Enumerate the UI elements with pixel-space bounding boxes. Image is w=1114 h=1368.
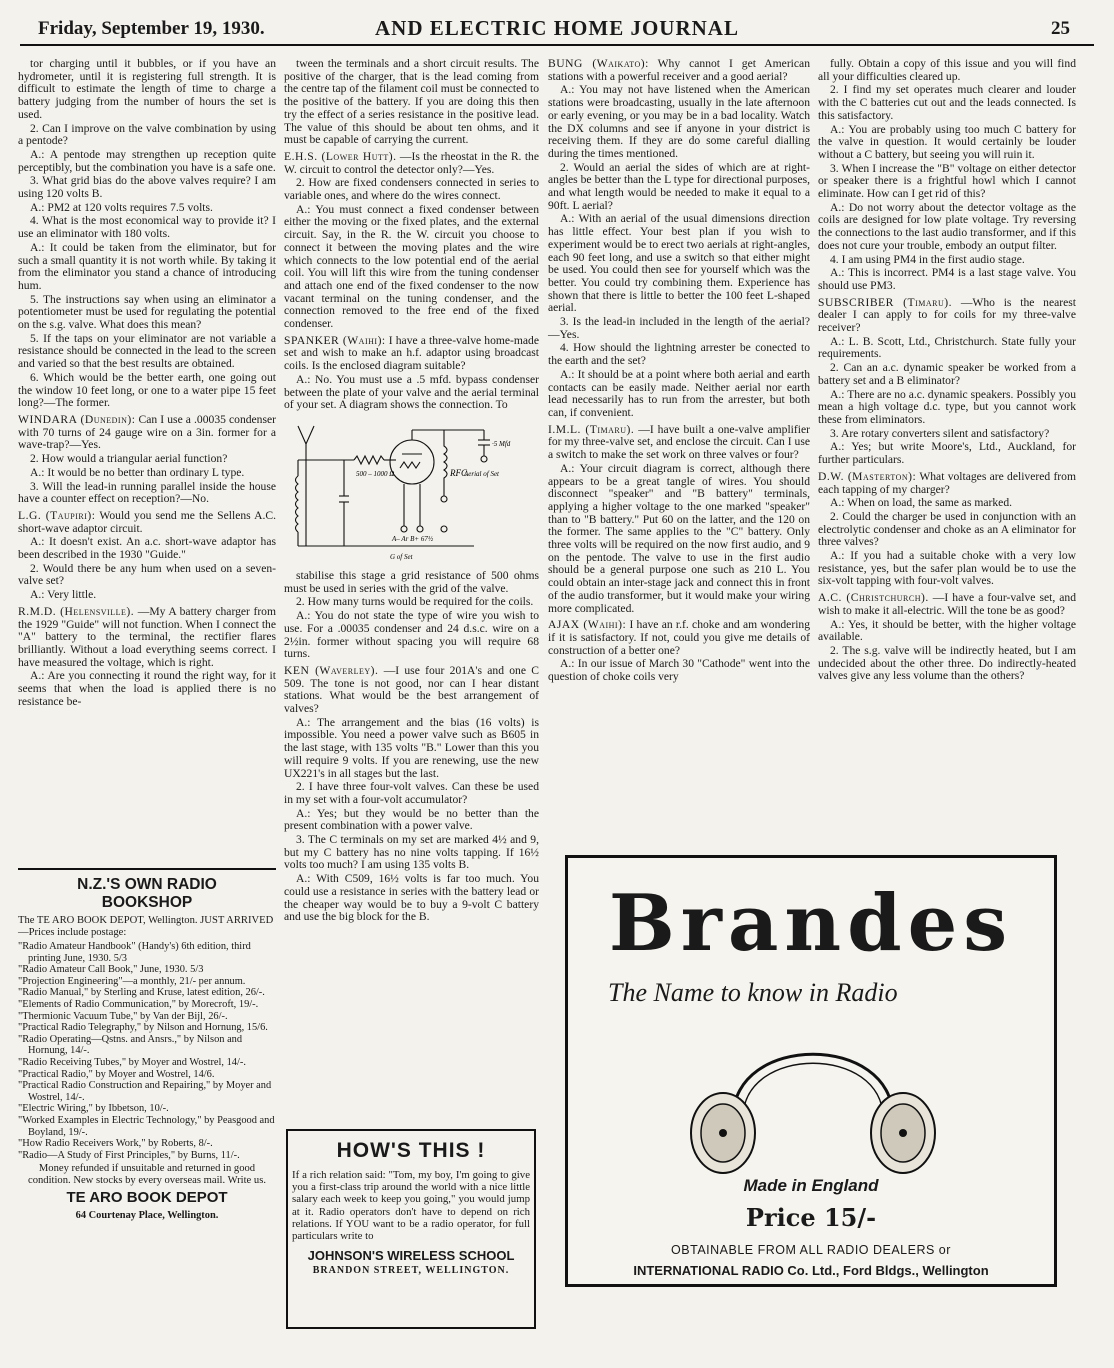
- article-paragraph: [18, 294, 276, 332]
- column-2-bottom: [284, 570, 539, 924]
- column-2-top: [284, 58, 539, 412]
- paragraph-text: 2. Would an aerial the sides of which are at right-angles be better than the L type for directional purposes, and what length would be needed to make it equal to a 90ft. L aerial?: [548, 160, 810, 212]
- paragraph-text: 3. Is the lead-in included in the length of the aerial?—Yes.: [548, 315, 810, 341]
- paragraph-text: —I use four 201A's and one C 509. The tone is not good, nor can I hear distant stations. What would be the best arrangement of valves?: [284, 663, 539, 716]
- paragraph-text: 2. Can I improve on the valve combination by using a pentode?: [18, 121, 276, 148]
- bookshop-advertisement: [18, 868, 276, 1338]
- correspondent-name: SUBSCRIBER (Timaru).: [818, 295, 953, 309]
- paragraph-text: 3. Are rotary converters silent and satisfactory?: [830, 426, 1050, 440]
- query-paragraph: [18, 606, 276, 670]
- book-listing: "Electric Wiring," by Ibbetson, 10/-.: [18, 1103, 169, 1115]
- correspondent-name: SPANKER (Waihi):: [284, 333, 386, 347]
- article-paragraph: [548, 162, 810, 213]
- article-paragraph: [818, 84, 1076, 122]
- issue-date: Friday, September 19, 1930.: [38, 18, 265, 39]
- article-paragraph: [18, 215, 276, 240]
- article-paragraph: [284, 204, 539, 331]
- brandes-obtainable: OBTAINABLE FROM ALL RADIO DEALERS or: [671, 1243, 951, 1257]
- article-paragraph: [18, 58, 276, 122]
- article-paragraph: [18, 453, 276, 466]
- article-paragraph: [818, 441, 1076, 466]
- diagram-rfc-label: RFC: [450, 467, 467, 478]
- page-number: 25: [1051, 18, 1070, 39]
- paragraph-text: A.: PM2 at 120 volts requires 7.5 volts.: [30, 200, 213, 214]
- paragraph-text: A.: L. B. Scott, Ltd., Christchurch. State fully your requirements.: [818, 334, 1076, 361]
- column-2: [284, 57, 539, 924]
- paragraph-text: 2. How would a triangular aerial function?: [30, 452, 228, 466]
- article-paragraph: [818, 550, 1076, 588]
- article-paragraph: [818, 124, 1076, 162]
- paragraph-text: A.: No. You must use a .5 mfd. bypass condenser between the plate of your valve and the aerial terminal of your set. A diagram shows the connection. To: [284, 372, 539, 412]
- article-paragraph: [18, 481, 276, 506]
- article-paragraph: [284, 177, 539, 202]
- book-listing: "How Radio Receivers Work," by Roberts, 8/-.: [18, 1138, 213, 1150]
- paragraph-text: 2. Could the charger be used in conjunction with an electrolytic condenser and choke as an A eliminator for three valves?: [818, 509, 1076, 549]
- paragraph-text: fully. Obtain a copy of this issue and you will find all your difficulties cleared up.: [818, 57, 1076, 83]
- paragraph-text: 2. How are fixed condensers connected in series to variable ones, and where do the wires connect.: [284, 176, 539, 203]
- query-paragraph: [284, 665, 539, 716]
- paragraph-text: stabilise this stage a grid resistance of 500 ohms must be used in series with the grid of the valve.: [284, 568, 539, 595]
- paragraph-text: A.: Yes; but they would be no better than the present combination with a power valve.: [284, 806, 539, 833]
- paragraph-text: A.: It could be taken from the eliminator, but for such a small quantity it is not worth while. By taking it from the eliminator you stand a chance of introducing hum.: [18, 240, 276, 292]
- paragraph-text: I have a three-valve home-made set and wish to make an h.f. adaptor using broadcast coils. Is the enclosed diagram suitable?: [284, 333, 539, 373]
- article-paragraph: [18, 149, 276, 174]
- brandes-price: Price 15/-: [745, 1203, 877, 1232]
- article-paragraph: [284, 834, 539, 872]
- article-paragraph: [18, 175, 276, 200]
- hows-this-text: If a rich relation said: "Tom, my boy, I'm going to give you a first-class trip around the world with a nice little salary each week to keep you going," you would jump at it. Radio operators don't have to depend on rich relations. If YOU want to be a radio operator, for full particulars write to: [292, 1169, 530, 1243]
- correspondent-name: AJAX (Waihi):: [548, 618, 627, 632]
- book-listing: "Practical Radio," by Moyer and Wostrel, 14/6.: [18, 1068, 215, 1080]
- article-paragraph: [284, 58, 539, 147]
- article-paragraph: [18, 670, 276, 708]
- paragraph-text: A.: A pentode may strengthen up reception quite perceptibly, but the combination you have is a safe one.: [18, 147, 276, 174]
- book-listing: "Radio Manual," by Sterling and Kruse, latest edition, 26/-.: [18, 987, 265, 999]
- paragraph-text: What voltages are delivered from each tapping of my charger?: [818, 469, 1076, 496]
- query-paragraph: [818, 297, 1076, 335]
- paragraph-text: A.: The arrangement and the bias (16 volts) is impossible. You need a power valve such as B605 in the last stage, with 135 volts "B." Lower than this you will require 9 volts. If you are renewing, use the new UX221's in all stages but the last.: [284, 715, 539, 780]
- correspondent-name: A.C. (Christchurch).: [818, 591, 929, 605]
- paragraph-text: 5. If the taps on your eliminator are not variable a resistance should be connected in the lead to the screen and varied so that the best results are obtained.: [18, 331, 276, 371]
- paragraph-text: tween the terminals and a short circuit results. The positive of the charger, that is the lead coming from the centre tap of the filament coil must be connected to the positive of the battery. If you are doing this then try the effect of a series resistance in the positive lead. The value of this should be about ten ohms, and it must be capable of carrying the current.: [284, 57, 539, 147]
- paragraph-text: A.: Very little.: [30, 588, 97, 602]
- circuit-diagram: [284, 416, 539, 566]
- article-paragraph: [284, 717, 539, 781]
- column-3: [548, 58, 810, 848]
- paragraph-text: A.: This is incorrect. PM4 is a last stage valve. You should use PM3.: [818, 266, 1076, 292]
- brandes-importer: INTERNATIONAL RADIO Co. Ltd., Ford Bldgs., Wellington: [633, 1263, 989, 1278]
- article-paragraph: [548, 342, 810, 367]
- paragraph-text: 2. I find my set operates much clearer and louder with the C batteries cut out and the leads connected. Is this satisfactory.: [818, 83, 1076, 122]
- made-in-label: Made in England: [743, 1176, 879, 1195]
- column-4: [818, 57, 1077, 683]
- article-paragraph: [818, 336, 1076, 361]
- book-listing: "Practical Radio Telegraphy," by Nilson and Hornung, 15/6.: [18, 1022, 268, 1034]
- query-paragraph: [548, 424, 810, 462]
- correspondent-name: I.M.L. (Timaru).: [548, 422, 635, 436]
- bookshop-address: 64 Courtenay Place, Wellington.: [75, 1210, 219, 1222]
- paragraph-text: Would you send me the Sellens A.C. short-wave adaptor circuit.: [18, 508, 276, 535]
- correspondent-name: L.G. (Taupiri):: [18, 508, 96, 522]
- paragraph-text: 2. Can an a.c. dynamic speaker be worked from a battery set and a B eliminator?: [818, 361, 1076, 387]
- paragraph-text: I have an r.f. choke and am wondering if it is satisfactory. If not, could you give me details of construction of a better one?: [548, 618, 811, 657]
- paragraph-text: —I have built a one-valve amplifier for my three-valve set, and enclose the circuit. Can I use a switch to make the set work on three valves or four?: [548, 422, 810, 462]
- article-paragraph: [284, 374, 539, 412]
- article-paragraph: [818, 511, 1076, 549]
- article-paragraph: [818, 497, 1076, 510]
- article-paragraph: [284, 808, 539, 833]
- query-paragraph: [818, 592, 1076, 617]
- article-paragraph: [18, 563, 276, 588]
- query-paragraph: [548, 58, 810, 83]
- article-paragraph: [284, 570, 539, 595]
- paragraph-text: 3. When I increase the "B" voltage on either detector or speaker there is a frightful howl which I cannot eliminate. How can I get rid of this?: [818, 161, 1076, 201]
- query-paragraph: [18, 414, 276, 452]
- diagram-gset-label: G of Set: [390, 552, 413, 561]
- article-paragraph: [18, 536, 276, 561]
- article-paragraph: [818, 362, 1076, 387]
- paragraph-text: 4. How should the lightning arrester be conected to the earth and the set?: [548, 341, 810, 368]
- book-listing: "Radio—A Study of First Principles," by Burns, 11/-.: [18, 1149, 240, 1161]
- article-paragraph: [18, 123, 276, 148]
- article-paragraph: [18, 589, 276, 602]
- bookshop-note: Money refunded if unsuitable and returned in good condition. New stocks by every overseas mail. Write us.: [28, 1163, 266, 1187]
- book-listing: "Projection Engineering"—a monthly, 21/- per annum.: [18, 975, 246, 987]
- paragraph-text: 3. What grid bias do the above valves require? I am using 120 volts B.: [18, 174, 276, 201]
- bookshop-intro: The TE ARO BOOK DEPOT, Wellington. JUST ARRIVED—Prices include postage:: [18, 915, 274, 938]
- paragraph-text: 2. The s.g. valve will be indirectly heated, but I am undecided about the other three. Do indirectly-heated valves give any less volume than the others?: [818, 643, 1076, 683]
- book-listing: "Radio Operating—Qstns. and Ansrs.," by Nilson and Hornung, 14/-.: [18, 1033, 243, 1057]
- paragraph-text: 5. The instructions say when using an eliminator a potentiometer must be used for regulating the potential on the s.g. valve. What does this mean?: [18, 292, 276, 332]
- paragraph-text: 6. Which would be the better earth, one going out the window 10 feet long, or one to a water pipe 15 feet long?—The former.: [18, 370, 276, 410]
- article-paragraph: [284, 610, 539, 661]
- paragraph-text: A.: You are probably using too much C battery for the valve in question. It would certainly be louder without a C battery, but seeing you will ruin it.: [818, 122, 1076, 161]
- paragraph-text: A.: It would be no better than ordinary L type.: [30, 465, 245, 479]
- article-paragraph: [818, 202, 1076, 253]
- correspondent-name: KEN (Waverley).: [284, 663, 379, 677]
- query-paragraph: [818, 471, 1076, 496]
- paragraph-text: Can I use a .00035 condenser with 70 turns of 24 gauge wire on a 3in. former for a wave-trap?—Yes.: [18, 412, 276, 452]
- article-paragraph: [818, 645, 1076, 683]
- paragraph-text: A.: It doesn't exist. An a.c. short-wave adaptor has been described in the 1930 "Guide.": [18, 535, 276, 562]
- article-paragraph: [818, 58, 1076, 83]
- paragraph-text: A.: Are you connecting it round the right way, for it seems that when the load is applied there is no resistance be-: [18, 669, 276, 708]
- brandes-logo: Brandes: [608, 878, 1014, 969]
- paragraph-text: 2. I have three four-volt valves. Can these be used in my set with a four-volt accumulator?: [284, 780, 539, 806]
- paragraph-text: 4. What is the most economical way to provide it? I use an eliminator with 180 volts.: [18, 214, 276, 241]
- article-paragraph: [548, 658, 810, 683]
- correspondent-name: BUNG (Waikato):: [548, 57, 649, 70]
- article-paragraph: [818, 163, 1076, 201]
- paragraph-text: 3. Will the lead-in running parallel inside the house have a counter effect on reception?—No.: [18, 479, 276, 506]
- diagram-resistor-label: 500 – 1000 Ω: [356, 469, 395, 478]
- brandes-advertisement: [565, 855, 1057, 1287]
- paragraph-text: —I have a four-valve set, and wish to make it all-electric. Will the tone be as good?: [818, 591, 1077, 617]
- article-paragraph: [818, 389, 1076, 427]
- query-paragraph: [284, 335, 539, 373]
- paragraph-text: —Is the rheostat in the R. the W. circuit to control the detector only?—Yes.: [284, 149, 539, 176]
- paragraph-text: A.: With C509, 16½ volts is far too much. You could use a resistance in series with the battery lead or the cheaper way would be to buy a 9-volt C battery and use the big block for the B.: [284, 872, 539, 924]
- correspondent-name: WINDARA (Dunedin):: [18, 412, 136, 426]
- book-listing: "Radio Amateur Call Book," June, 1930. 5/3: [18, 964, 204, 976]
- book-listing: "Elements of Radio Communication," by Morecroft, 19/-.: [18, 998, 259, 1010]
- paragraph-text: A.: You may not have listened when the American stations were broadcasting, usually in the late afternoon or early evening, or you may be in a bad locality. Watch the DX columns and see if anyone in your district is receiving them. If they are do some careful dialling during the times mentioned.: [548, 83, 810, 160]
- paragraph-text: A.: You must connect a fixed condenser between either the moving or the fixed plates, and the external circuit. Say, in the R. the W. circuit you choose to connect it between the moving plates and the wire which connects to the low potential end of the aerial coil. You will lift this wire from the tuning condenser and attach one end of the fixed condenser to the now vacant terminal on the tuning condenser, and the connection removed to the free end of the fixed condenser.: [284, 202, 539, 331]
- paragraph-text: A.: Do not worry about the detector voltage as the coils are designed for low plate voltage. Try reversing the connections to the last audio transformer, and if this does not cure your trouble, embody an output filter.: [818, 200, 1076, 252]
- paragraph-text: Why cannot I get American stations with a powerful receiver and a good aerial?: [548, 57, 810, 83]
- article-paragraph: [548, 463, 810, 615]
- article-paragraph: [18, 333, 276, 371]
- correspondent-name: R.M.D. (Helensville).: [18, 604, 135, 618]
- paragraph-text: A.: With an aerial of the usual dimensions direction has little effect. Your best plan if you wish to experiment would be to erect two aerials at right-angles, each 90 feet long, and use a switch so that either might be used. You could then see for yourself which was the better. You could try combining them. Experience has shown that there is little to better the 100 feet L-shaped aerial.: [548, 212, 810, 315]
- book-listing: "Practical Radio Construction and Repairing," by Moyer and Wostrel, 14/-.: [18, 1080, 272, 1103]
- diagram-aerial-label: Aerial of Set: [464, 469, 499, 478]
- book-list: [18, 941, 276, 1161]
- correspondent-name: D.W. (Masterton):: [818, 469, 917, 483]
- paragraph-text: A.: If you had a suitable choke with a very low resistance, yes, but the safer plan would be to use the six-volt tapping with four-volt valves.: [818, 549, 1076, 588]
- wireless-school-advertisement: [286, 1129, 536, 1329]
- book-listing: "Radio Amateur Handbook" (Handy's) 6th edition, third printing June, 1930. 5/3: [18, 941, 251, 964]
- paragraph-text: 2. How many turns would be required for the coils.: [296, 595, 534, 609]
- article-paragraph: [18, 242, 276, 293]
- book-listing: "Thermionic Vacuum Tube," by Van der Bijl, 26/-.: [18, 1010, 228, 1022]
- article-paragraph: [284, 596, 539, 609]
- article-paragraph: [818, 254, 1076, 267]
- article-paragraph: [548, 369, 810, 420]
- article-paragraph: [284, 781, 539, 806]
- headphones-illustration: [663, 1023, 963, 1183]
- article-paragraph: [818, 619, 1076, 644]
- article-paragraph: [18, 202, 276, 215]
- masthead: [20, 14, 1094, 46]
- school-name: JOHNSON'S WIRELESS SCHOOL: [307, 1248, 515, 1264]
- book-listing: "Worked Examples in Electric Technology," by Peasgood and Boyland, 19/-.: [18, 1114, 275, 1138]
- bookshop-title: N.Z.'S OWN RADIO BOOKSHOP: [77, 876, 217, 911]
- paragraph-text: A.: Yes; but write Moore's, Ltd., Auckland, for further particulars.: [818, 440, 1076, 467]
- paragraph-text: tor charging until it bubbles, or if you have an hydrometer, until it is registering full strength. It is difficult to estimate the length of time to charge a battery judging from the number of hours the set is used.: [18, 57, 276, 121]
- article-paragraph: [18, 467, 276, 480]
- paragraph-text: A.: There are no a.c. dynamic speakers. Possibly you mean a high voltage d.c. type, but you cannot work these from eliminators.: [818, 387, 1076, 426]
- diagram-terminals-label: A– Ar B+ 67½: [392, 534, 434, 543]
- article-paragraph: [284, 873, 539, 924]
- column-1: [18, 58, 276, 852]
- bookshop-depot-name: TE ARO BOOK DEPOT: [66, 1189, 228, 1207]
- paragraph-text: —My A battery charger from the 1929 "Guide" will not function. When I connect the "A" battery to the terminal, the rectifier flares brilliantly. Without a load everything seems correct. I have measured the voltage, which is right.: [18, 604, 276, 669]
- query-paragraph: [18, 510, 276, 535]
- hows-this-heading: HOW'S THIS !: [336, 1139, 486, 1162]
- paragraph-text: 2. Would there be any hum when used on a seven-valve set?: [18, 561, 276, 588]
- article-paragraph: [818, 428, 1076, 441]
- article-paragraph: [548, 213, 810, 315]
- paragraph-text: A.: You do not state the type of wire you wish to use. For a .00035 condenser and 24 d.s.c. wire on a 2½in. former without spacing you will require 68 turns.: [284, 609, 539, 661]
- journal-title: AND ELECTRIC HOME JOURNAL: [375, 16, 739, 40]
- paragraph-text: —Who is the nearest dealer I can apply to for coils for my three-valve receiver?: [818, 295, 1076, 335]
- paragraph-text: A.: It should be at a point where both aerial and earth contacts can be easily made. Neither aerial nor earth lead necessarily has to run from the arrester, but both can, if convenient.: [548, 367, 810, 419]
- paragraph-text: A.: Your circuit diagram is correct, although there appears to be a great tangle of wires. You should disconnect "speaker" and "B battery" terminals, applying a higher voltage to the one marked "speaker" than to "B battery." Put 60 on the latter, and the 120 on the former. The same applies to the "C" battery. Only three volts will be required on the now first audio, and 9 on the pentode. The valve to use in the first audio should be a general purpose one such as 210 L. You could obtain an inter-stage jack and connect this in front of the audio transformer, but it would make your wiring more complicated.: [548, 461, 810, 615]
- book-listing: "Radio Receiving Tubes," by Moyer and Wostrel, 14/-.: [18, 1056, 246, 1068]
- paragraph-text: 3. The C terminals on my set are marked 4½ and 9, but my C battery has no nine volts tapping. If 16½ volts too much? I am using 135 volts B.: [284, 833, 539, 872]
- paragraph-text: A.: In our issue of March 30 "Cathode" went into the question of choke coils very: [548, 657, 810, 684]
- school-address: BRANDON STREET, WELLINGTON.: [312, 1265, 510, 1277]
- query-paragraph: [548, 619, 810, 657]
- article-paragraph: [548, 316, 810, 341]
- paragraph-text: 4. I am using PM4 in the first audio stage.: [830, 252, 1025, 266]
- article-paragraph: [818, 267, 1076, 292]
- brandes-tagline: The Name to know in Radio: [608, 978, 898, 1007]
- article-paragraph: [18, 372, 276, 410]
- diagram-cap-label: ·5 Mfd: [492, 439, 511, 448]
- paragraph-text: A.: Yes, it should be better, with the higher voltage available.: [818, 617, 1076, 644]
- query-paragraph: [284, 151, 539, 176]
- article-paragraph: [548, 84, 810, 160]
- paragraph-text: A.: When on load, the same as marked.: [830, 496, 1013, 510]
- correspondent-name: E.H.S. (Lower Hutt).: [284, 149, 397, 163]
